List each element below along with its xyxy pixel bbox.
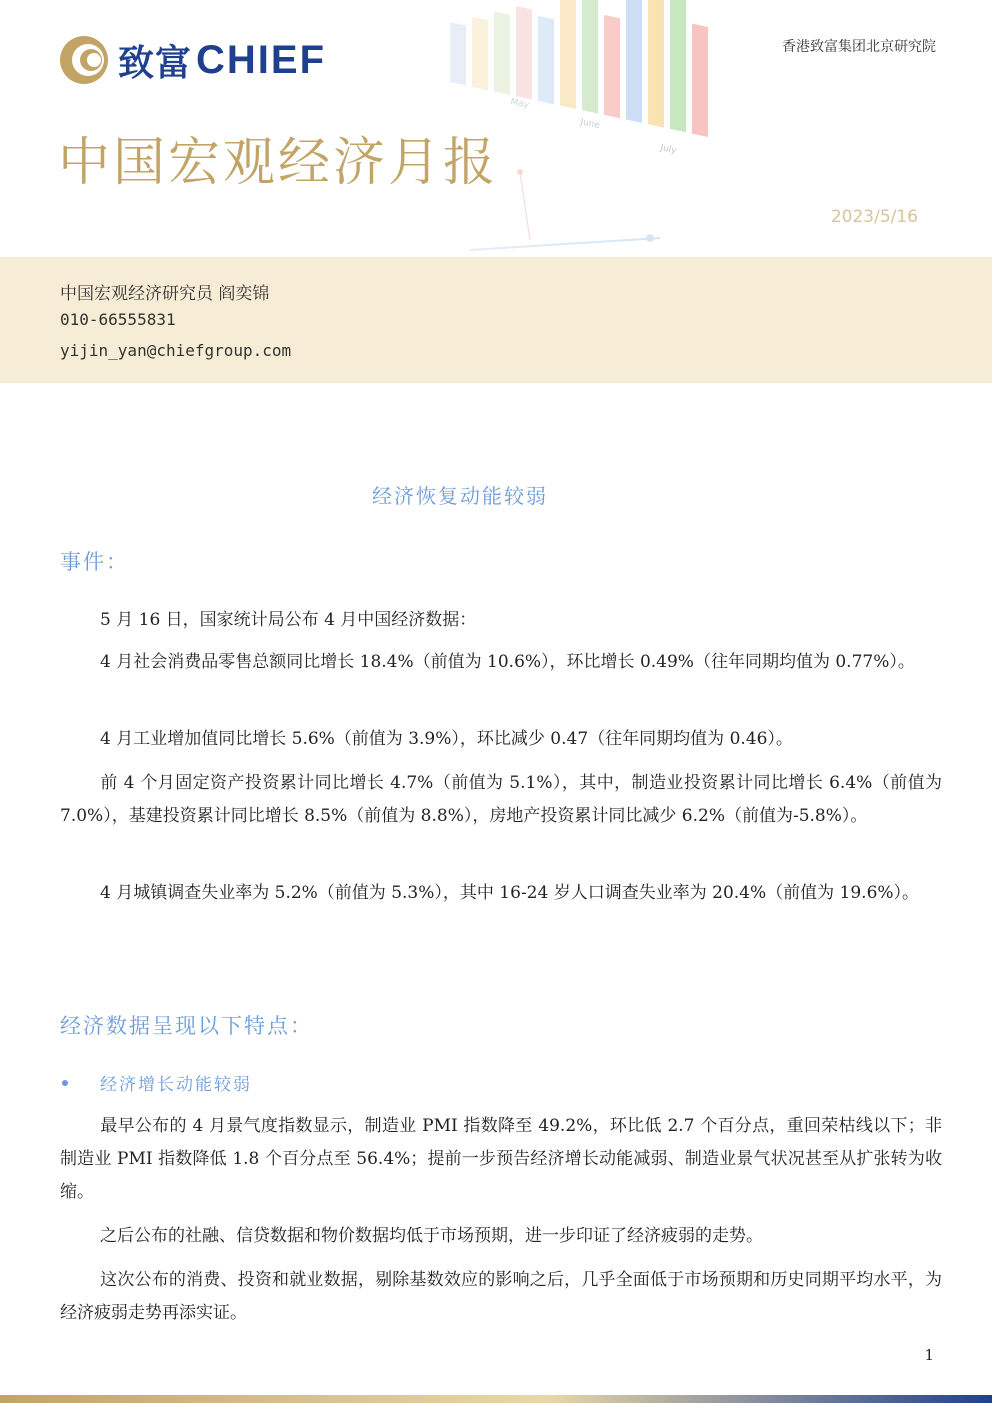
bullet-text: 经济增长动能较弱	[100, 1075, 252, 1095]
report-date: 2023/5/16	[830, 207, 918, 227]
author-phone: 010-66555831	[60, 310, 176, 329]
page-number: 1	[924, 1346, 934, 1364]
logo-text-cn: 致富	[118, 42, 193, 84]
author-info-band	[0, 257, 992, 383]
paragraph: 4 月社会消费品零售总额同比增长 18.4%（前值为 10.6%），环比增长 0.49%（往年同期均值为 0.77%）。	[100, 652, 915, 672]
report-title: 中国宏观经济月报	[58, 133, 499, 193]
bullet-item	[60, 1070, 252, 1095]
paragraph: 这次公布的消费、投资和就业数据，剔除基数效应的影响之后，几乎全面低于市场预期和历史同期平均水平，为经济疲弱走势再添实证。	[60, 1270, 942, 1323]
chief-logo	[58, 32, 326, 88]
section-heading-features: 经济数据呈现以下特点：	[60, 1014, 313, 1038]
article-title: 经济恢复动能较弱	[372, 484, 548, 508]
paragraph: 4 月工业增加值同比增长 5.6%（前值为 3.9%），环比减少 0.47（往年同期均值为 0.46）。	[100, 729, 793, 749]
section-heading-event: 事件：	[60, 550, 129, 574]
paragraph: 4 月城镇调查失业率为 5.2%（前值为 5.3%），其中 16-24 岁人口调查失业率为 20.4%（前值为 19.6%）。	[100, 883, 920, 903]
footer-gradient-bar	[0, 1395, 992, 1403]
paragraph: 之后公布的社融、信贷数据和物价数据均低于市场预期，进一步印证了经济疲弱的走势。	[100, 1226, 763, 1246]
logo-text-en: CHIEF	[196, 37, 327, 82]
bullet-dot-icon	[62, 1080, 68, 1086]
author-role-name: 中国宏观经济研究员 阎奕锦	[60, 284, 270, 304]
organization-name: 香港致富集团北京研究院	[782, 39, 936, 55]
paragraph: 最早公布的 4 月景气度指数显示，制造业 PMI 指数降至 49.2%，环比低 2.7 个百分点，重回荣枯线以下；非制造业 PMI 指数降低 1.8 个百分点至 56.4%；提前一步预告经济增长动能减弱、制造业景气状况甚至从扩张转为收缩。	[60, 1116, 942, 1202]
paragraph: 5 月 16 日，国家统计局公布 4 月中国经济数据：	[100, 610, 477, 630]
author-email[interactable]: yijin_yan@chiefgroup.com	[60, 341, 292, 360]
logo-mark-icon	[58, 34, 110, 86]
paragraph: 前 4 个月固定资产投资累计同比增长 4.7%（前值为 5.1%），其中，制造业投资累计同比增长 6.4%（前值为 7.0%），基建投资累计同比增长 8.5%（前值为 8.8%），房地产投资累计同比减少 6.2%（前值为-5.8%）。	[60, 773, 942, 826]
